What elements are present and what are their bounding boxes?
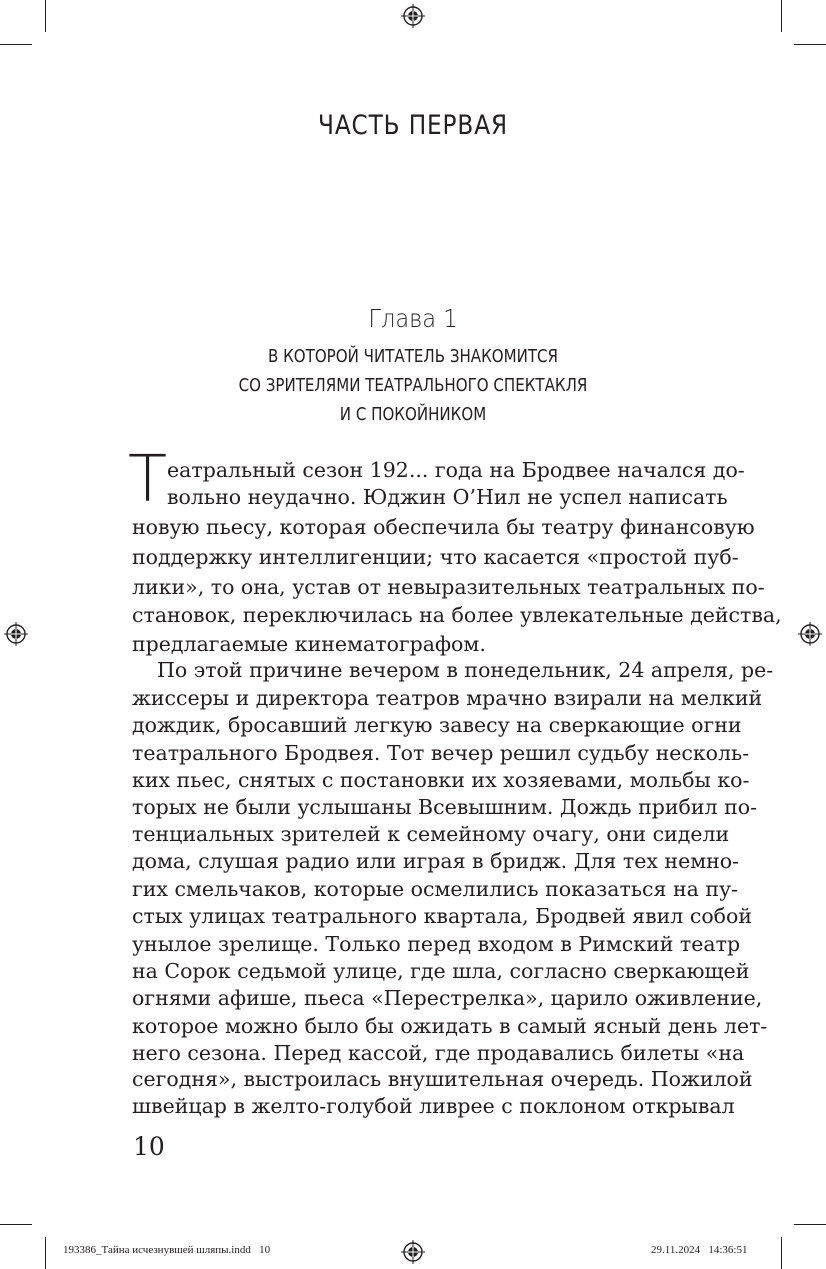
body-text-line: предлагаемые кинематографом. — [132, 632, 486, 656]
body-text-line: унылое зрелище. Только перед входом в Римский театр — [132, 932, 741, 956]
body-text-line: новую пьесу, которая обеспечила бы театру финансовую — [132, 515, 755, 539]
body-text-line: жиссеры и директора театров мрачно взирали на мелкий — [132, 686, 763, 710]
crop-mark — [0, 44, 32, 45]
body-text-line: швейцар в желто-голубой ливрее с поклоном открывал — [132, 1094, 735, 1118]
crop-mark — [794, 1224, 826, 1225]
body-text-line: ких пьес, снятых с постановки их хозяевами, мольбы ко- — [132, 768, 750, 792]
body-text-line: еатральный сезон 192... года на Бродвее начался до- — [167, 458, 745, 482]
body-text-line: поддержку интеллигенции; что касается «простой пуб- — [132, 545, 739, 569]
crop-mark — [781, 0, 782, 32]
body-text-line: тенциальных зрителей к семейному очагу, они сидели — [132, 822, 730, 846]
body-text-line: лики», то она, устав от невыразительных театральных по- — [132, 575, 765, 599]
part-title: ЧАСТЬ ПЕРВАЯ — [318, 110, 508, 141]
body-text-line: гих смельчаков, которые осмелились показаться на пу- — [132, 877, 739, 901]
crop-mark — [45, 0, 46, 32]
body-text-line: По этой причине вечером в понедельник, 24 апреля, ре- — [157, 658, 774, 682]
crop-mark — [0, 1224, 32, 1225]
chapter-title: Глава 1 — [368, 304, 458, 333]
body-text-line: дома, слушая радио или играя в бридж. Для тех немно- — [132, 849, 740, 873]
registration-mark-icon — [798, 622, 822, 646]
registration-mark-icon — [401, 1240, 425, 1264]
page-number: 10 — [133, 1132, 165, 1161]
body-text-line: торых не были услышаны Всевышним. Дождь прибил по- — [132, 795, 758, 819]
chapter-subtitle-line: СО ЗРИТЕЛЯМИ ТЕАТРАЛЬНОГО СПЕКТАКЛЯ — [238, 376, 588, 396]
body-text-line: вольно неудачно. Юджин О’Нил не успел написать — [167, 485, 728, 509]
chapter-subtitle-line: В КОТОРОЙ ЧИТАТЕЛЬ ЗНАКОМИТСЯ — [267, 347, 559, 367]
registration-mark-icon — [4, 622, 28, 646]
crop-mark — [781, 1237, 782, 1269]
body-text-line: него сезона. Перед кассой, где продавались билеты «на — [132, 1041, 745, 1065]
body-text-line: на Сорок седьмой улице, где шла, согласно сверкающей — [132, 959, 750, 983]
body-text-line: театрального Бродвея. Тот вечер решил судьбу несколь- — [132, 741, 750, 765]
body-text-line: сегодня», выстроилась внушительная очередь. Пожилой — [132, 1067, 753, 1091]
body-text-line: становок, переключилась на более увлекательные действа, — [132, 603, 782, 627]
crop-mark — [45, 1237, 46, 1269]
registration-mark-icon — [401, 4, 425, 28]
slug-datetime: 29.11.2024 14:36:51 — [651, 1244, 748, 1256]
body-text-line: дождик, бросавший легкую завесу на сверкающие огни — [132, 713, 742, 737]
chapter-subtitle-line: И С ПОКОЙНИКОМ — [339, 405, 487, 425]
body-text-line: которое можно было бы ожидать в самый ясный день лет- — [132, 1014, 768, 1038]
crop-mark — [794, 44, 826, 45]
body-text-line: стых улицах театрального квартала, Бродвей явил собой — [132, 904, 753, 928]
body-text-line: огнями афише, пьеса «Перестрелка», царило оживление, — [132, 986, 763, 1010]
drop-cap: Т — [128, 443, 168, 517]
slug-filename: 193386_Тайна исчезнувшей шляпы.indd 10 — [63, 1244, 271, 1256]
